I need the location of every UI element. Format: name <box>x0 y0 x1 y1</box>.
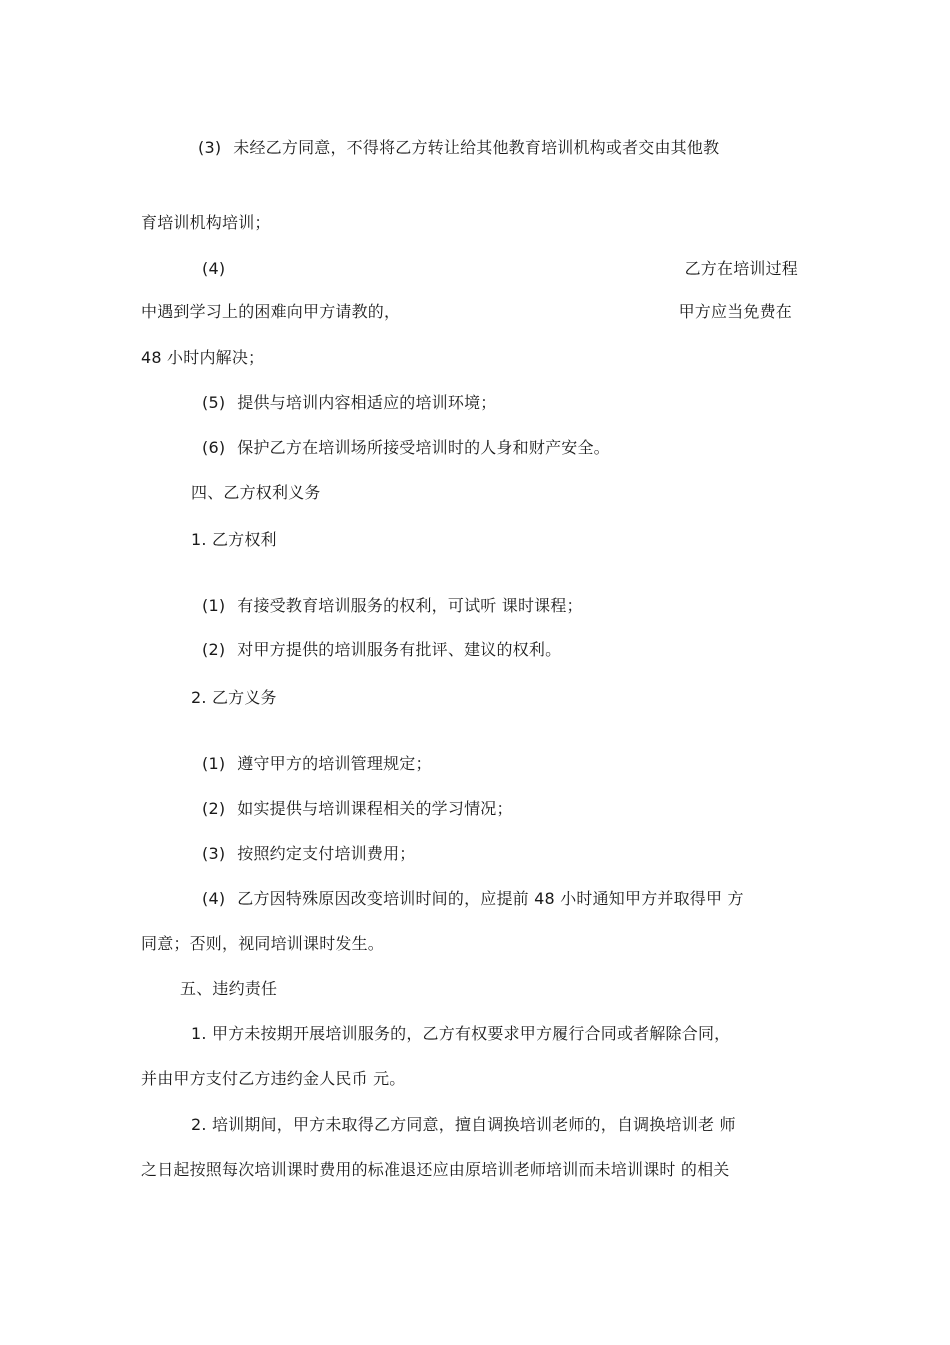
obligations-item-4-continuation <box>141 933 384 955</box>
clause-text: 2. 培训期间，甲方未取得乙方同意，擅自调换培训老师的，自调换培训老 师 <box>191 1115 736 1134</box>
item-number: (5) <box>202 393 226 412</box>
clause-text: 育培训机构培训； <box>141 213 271 232</box>
clause-text: 未经乙方同意，不得将乙方转让给其他教育培训机构或者交由其他教 <box>233 138 720 157</box>
item-number: (3) <box>198 138 222 157</box>
item-number: (4) <box>202 259 226 278</box>
clause-text: 48 小时内解决； <box>141 348 265 367</box>
liability-clause-1 <box>191 1023 730 1045</box>
clause-text: 乙方因特殊原因改变培训时间的，应提前 48 小时通知甲方并取得甲 方 <box>237 889 744 908</box>
clause-text: 遵守甲方的培训管理规定； <box>237 754 432 773</box>
heading-text: 五、违约责任 <box>180 979 278 998</box>
item-number: (6) <box>202 438 226 457</box>
obligations-item-4 <box>202 888 744 910</box>
heading-text: 四、乙方权利义务 <box>191 483 321 502</box>
subheading-obligations <box>191 687 277 709</box>
item-number: (3) <box>202 844 226 863</box>
obligations-item-3 <box>202 843 415 865</box>
clause-6-line <box>202 437 610 459</box>
clause-4-line2-left <box>141 301 400 323</box>
clause-4-line2-right <box>600 301 792 323</box>
clause-4-right-text <box>600 258 798 280</box>
clause-text: 同意；否则，视同培训课时发生。 <box>141 934 385 953</box>
clause-text: 中遇到学习上的困难向甲方请教的， <box>141 302 401 321</box>
clause-text: 按照约定支付培训费用； <box>237 844 416 863</box>
item-number: (1) <box>202 754 226 773</box>
clause-text: 并由甲方支付乙方违约金人民币 元。 <box>141 1069 406 1088</box>
item-number: (2) <box>202 799 226 818</box>
clause-text: 1. 甲方未按期开展培训服务的，乙方有权要求甲方履行合同或者解除合同， <box>191 1024 731 1043</box>
rights-item-2 <box>202 639 561 661</box>
section-heading-4 <box>191 482 321 504</box>
obligations-item-2 <box>202 798 513 820</box>
obligations-item-1 <box>202 753 432 775</box>
liability-clause-2-continuation <box>141 1159 730 1181</box>
clause-text: 如实提供与培训课程相关的学习情况； <box>237 799 513 818</box>
section-heading-5 <box>180 978 277 1000</box>
clause-text: 提供与培训内容相适应的培训环境； <box>237 393 497 412</box>
clause-text: 甲方应当免费在 <box>678 302 792 321</box>
item-number: (2) <box>202 640 226 659</box>
clause-4-number <box>202 258 225 280</box>
liability-clause-1-continuation <box>141 1068 406 1090</box>
clause-text: 有接受教育培训服务的权利，可试听 课时课程； <box>237 596 583 615</box>
heading-text: 1. 乙方权利 <box>191 530 277 549</box>
clause-text: 乙方在培训过程 <box>684 259 798 278</box>
clause-text: 对甲方提供的培训服务有批评、建议的权利。 <box>237 640 562 659</box>
heading-text: 2. 乙方义务 <box>191 688 277 707</box>
liability-clause-2 <box>191 1114 736 1136</box>
clause-4-line3 <box>141 347 264 369</box>
clause-5-line <box>202 392 496 414</box>
item-number: (4) <box>202 889 226 908</box>
clause-3-line <box>198 137 719 159</box>
subheading-rights <box>191 529 277 551</box>
rights-item-1 <box>202 595 583 617</box>
item-number: (1) <box>202 596 226 615</box>
clause-3-continuation <box>141 212 271 234</box>
clause-text: 保护乙方在培训场所接受培训时的人身和财产安全。 <box>237 438 610 457</box>
clause-text: 之日起按照每次培训课时费用的标准退还应由原培训老师培训而未培训课时 的相关 <box>141 1160 730 1179</box>
